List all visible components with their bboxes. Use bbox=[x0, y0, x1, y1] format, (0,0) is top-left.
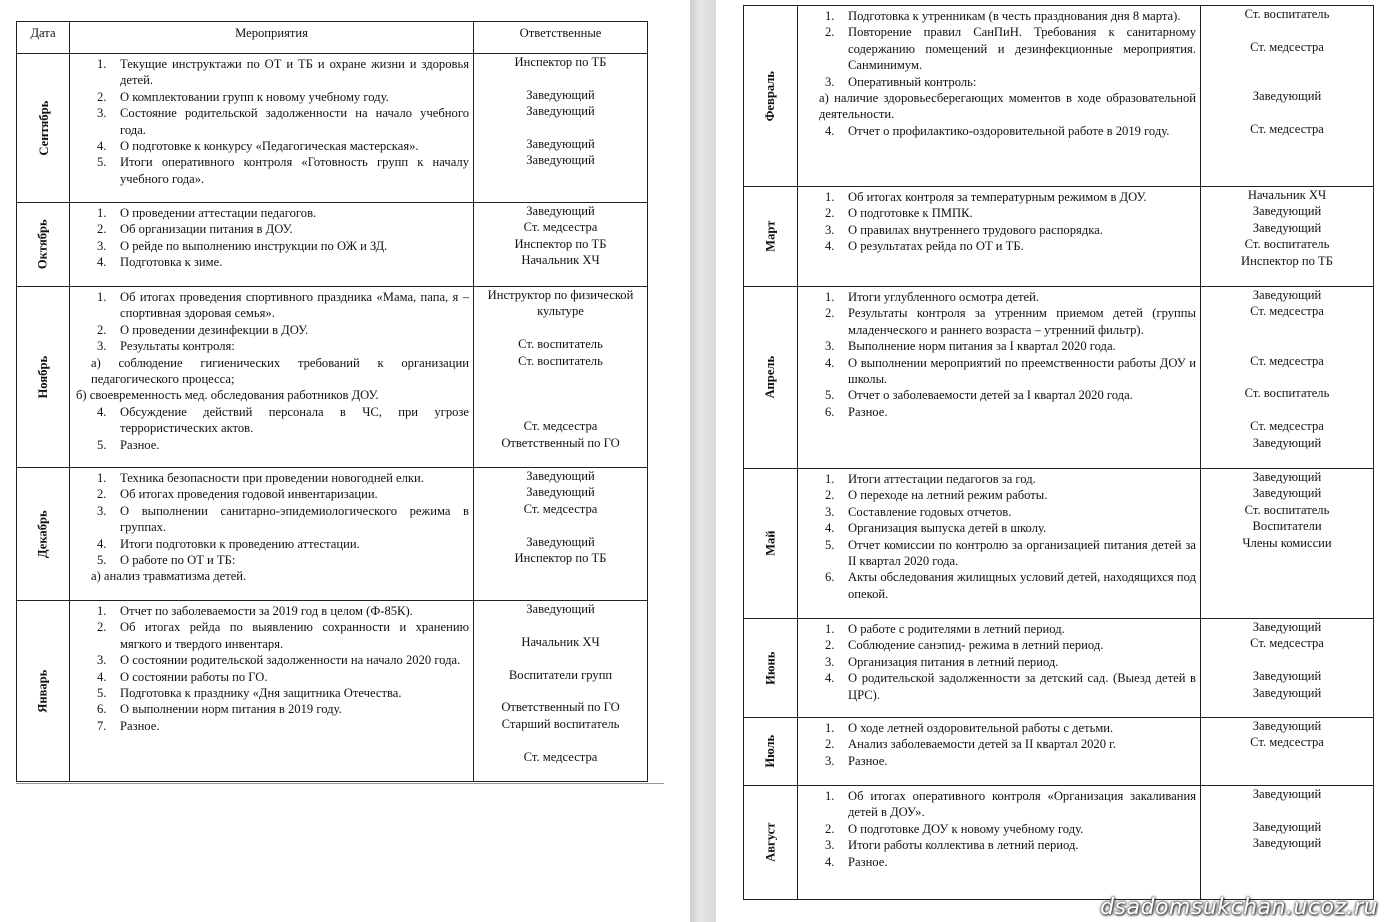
responsible-line: Ст. медсестра bbox=[1250, 121, 1324, 136]
event-item: Разное. bbox=[848, 404, 888, 419]
month-row bbox=[17, 54, 648, 203]
month-row bbox=[744, 718, 1374, 786]
responsible-line: Заведующий bbox=[526, 469, 595, 483]
month-label: Май bbox=[763, 530, 778, 557]
responsible-line: Ст. воспитатель bbox=[518, 353, 603, 368]
events-cell bbox=[798, 287, 1201, 469]
responsible-line: Заведующий bbox=[1252, 620, 1322, 634]
event-item: О рейде по выполнению инструкции по ОЖ и ЗД. bbox=[120, 238, 388, 253]
responsible-line: Воспитатели bbox=[1252, 519, 1322, 534]
responsible-line: Инспектор по ТБ bbox=[1241, 253, 1333, 268]
event-item: Обсуждение действий персонала в ЧС, при угрозе террористических актов. bbox=[120, 404, 469, 436]
month-label: Декабрь bbox=[35, 510, 50, 558]
responsible-line: Заведующий bbox=[1252, 204, 1322, 219]
month-row bbox=[744, 786, 1374, 900]
responsible-line: Инспектор по ТБ bbox=[514, 236, 607, 251]
event-item: О подготовке ДОУ к новому учебному году. bbox=[848, 821, 1084, 836]
responsible-line bbox=[1201, 802, 1373, 818]
responsible-line: Заведующий bbox=[526, 534, 595, 549]
month-cell bbox=[17, 601, 70, 782]
responsible-line: Ст. медсестра bbox=[523, 220, 598, 235]
event-item: Отчет о заболеваемости детей за I квартал 2020 года. bbox=[848, 388, 1133, 403]
responsible-line bbox=[1201, 652, 1373, 668]
page-gutter bbox=[690, 0, 716, 922]
responsible-line: Ст. воспитатель bbox=[1244, 237, 1330, 252]
event-item: Итоги подготовки к проведению аттестации. bbox=[120, 536, 360, 551]
events-cell bbox=[798, 6, 1201, 187]
responsible-cell bbox=[474, 468, 648, 601]
event-item: О комплектовании групп к новому учебному году. bbox=[120, 89, 389, 104]
event-item: Разное. bbox=[848, 753, 888, 768]
month-label: Январь bbox=[35, 669, 50, 713]
document-page-left bbox=[0, 0, 690, 922]
responsible-line: Воспитатели групп bbox=[508, 667, 613, 682]
responsible-cell bbox=[1201, 187, 1374, 287]
event-item: Об итогах рейда по выявлению сохранности и хранению мягкого и твердого инвентаря. bbox=[120, 620, 469, 651]
responsible-line: Ответственный по ГО bbox=[501, 700, 620, 715]
event-item: Составление годовых отчетов. bbox=[848, 504, 1012, 519]
month-row bbox=[744, 287, 1374, 469]
responsible-line: Заведующий bbox=[1252, 787, 1322, 801]
responsible-cell bbox=[474, 601, 648, 782]
month-row bbox=[744, 619, 1374, 718]
events-cell bbox=[798, 187, 1201, 287]
responsible-line bbox=[1201, 369, 1373, 385]
responsible-cell bbox=[1201, 786, 1374, 900]
responsible-line: Ответственный по ГО bbox=[501, 435, 620, 450]
month-label: Март bbox=[763, 220, 778, 253]
events-cell bbox=[798, 619, 1201, 718]
events-cell bbox=[70, 203, 474, 287]
responsible-line: Ст. медсестра bbox=[1250, 636, 1324, 651]
event-item: О выполнении норм питания в 2019 году. bbox=[120, 702, 342, 717]
header-date: Дата bbox=[17, 22, 70, 54]
responsible-line bbox=[474, 385, 647, 401]
responsible-cell bbox=[474, 287, 648, 468]
responsible-cell bbox=[474, 54, 648, 203]
responsible-line bbox=[474, 320, 647, 336]
events-cell bbox=[70, 601, 474, 782]
responsible-line bbox=[1201, 320, 1373, 336]
responsible-cell bbox=[1201, 619, 1374, 718]
responsible-line bbox=[474, 683, 647, 699]
responsible-line: Ст. воспитатель bbox=[1244, 502, 1330, 517]
responsible-line: Заведующий bbox=[1252, 819, 1322, 834]
month-cell bbox=[17, 54, 70, 203]
month-label: Июнь bbox=[763, 651, 778, 685]
events-cell bbox=[798, 469, 1201, 619]
responsible-line: Заведующий bbox=[1252, 836, 1322, 851]
events-cell bbox=[798, 718, 1201, 786]
event-item: Акты обследования жилищных условий детей, находящихся под опекой. bbox=[848, 570, 1196, 601]
events-cell bbox=[70, 287, 474, 468]
month-cell bbox=[744, 287, 798, 469]
page-divider bbox=[16, 783, 664, 784]
responsible-line: Начальник ХЧ bbox=[521, 634, 600, 649]
responsible-cell bbox=[1201, 469, 1374, 619]
header-events: Мероприятия bbox=[70, 22, 474, 54]
month-cell bbox=[744, 187, 798, 287]
event-item: О результатах рейда по ОТ и ТБ. bbox=[848, 239, 1024, 254]
responsible-line bbox=[1201, 402, 1373, 418]
event-item: Разное. bbox=[848, 854, 888, 869]
event-text: Результаты контроля: bbox=[120, 339, 235, 354]
event-item: Выполнение норм питания за I квартал 2020 года. bbox=[848, 339, 1116, 354]
event-item: О ходе летней оздоровительной работы с детьми. bbox=[848, 721, 1114, 735]
event-item: О подготовке к ПМПК. bbox=[848, 206, 973, 221]
event-item: Об итогах проведения спортивного праздника «Мама, папа, я – спортивная здоровая семья». bbox=[120, 290, 469, 321]
month-cell bbox=[744, 718, 798, 786]
responsible-line: Заведующий bbox=[1252, 719, 1322, 733]
responsible-line bbox=[474, 120, 647, 136]
responsible-line: Заведующий bbox=[1252, 669, 1322, 684]
event-item: О проведении аттестации педагогов. bbox=[120, 206, 317, 220]
month-label: Апрель bbox=[763, 356, 778, 399]
responsible-line: Инспектор по ТБ bbox=[514, 551, 607, 566]
event-item: Об итогах проведения годовой инвентаризации. bbox=[120, 487, 378, 502]
responsible-line: Ст. медсестра bbox=[523, 749, 598, 764]
event-item: О выполнении санитарно-эпидемиологического режима в группах. bbox=[120, 503, 469, 535]
month-label: Ноябрь bbox=[35, 355, 50, 399]
responsible-cell bbox=[1201, 6, 1374, 187]
responsible-cell bbox=[474, 203, 648, 287]
month-row bbox=[17, 203, 648, 287]
month-row bbox=[17, 601, 648, 782]
responsible-line bbox=[1201, 55, 1373, 71]
event-item: О состоянии родительской задолженности на начало 2020 года. bbox=[120, 653, 461, 668]
event-item: Результаты контроля за утренним приемом детей (группы младенческого и раннего возраста – утренний фильтр). bbox=[848, 306, 1196, 337]
responsible-line: Заведующий bbox=[526, 87, 595, 102]
header-responsible: Ответственные bbox=[474, 22, 648, 54]
responsible-line: Ст. воспитатель bbox=[1244, 7, 1330, 21]
event-item: Об итогах контроля за температурным режимом в ДОУ. bbox=[848, 190, 1147, 204]
site-watermark: dsadomsukchan.ucoz.ru bbox=[1100, 895, 1378, 920]
event-item: Повторение правил СанПиН. Требования к санитарному содержанию помещений и дезинфекционные мероприятия. Санминимум. bbox=[848, 25, 1196, 73]
event-item: Итоги работы коллектива в летний период. bbox=[848, 838, 1079, 853]
event-item: Подготовка к празднику «Дня защитника Отечества. bbox=[120, 686, 402, 701]
event-item: Состояние родительской задолженности на начало учебного года. bbox=[120, 106, 469, 137]
plan-table-right bbox=[743, 5, 1374, 900]
responsible-line bbox=[1201, 336, 1373, 352]
month-row bbox=[17, 287, 648, 468]
month-label: Июль bbox=[763, 735, 778, 768]
events-cell bbox=[70, 468, 474, 601]
responsible-line: Ст. медсестра bbox=[523, 501, 598, 516]
event-text: Оперативный контроль: bbox=[848, 74, 977, 89]
event-item: Текущие инструктажи по ОТ и ТБ и охране жизни и здоровья детей. bbox=[120, 57, 469, 88]
event-item: Об организации питания в ДОУ. bbox=[120, 222, 293, 237]
event-subitem: б) своевременность мед. обследования работников ДОУ. bbox=[76, 388, 379, 403]
responsible-line: Ст. медсестра bbox=[1250, 419, 1324, 434]
responsible-line bbox=[474, 650, 647, 666]
responsible-line: Ст. медсестра bbox=[1250, 39, 1324, 54]
month-cell bbox=[17, 468, 70, 601]
event-item: Разное. bbox=[120, 718, 160, 733]
event-item: Отчет о профилактико-оздоровительной работе в 2019 году. bbox=[848, 123, 1170, 138]
responsible-line: Члены комиссии bbox=[1242, 535, 1332, 550]
responsible-line: Заведующий bbox=[1252, 288, 1322, 302]
responsible-line bbox=[1201, 22, 1373, 38]
month-cell bbox=[744, 469, 798, 619]
responsible-line: Заведующий bbox=[526, 204, 595, 218]
responsible-line: Ст. воспитатель bbox=[518, 337, 603, 352]
event-item: Отчет комиссии по контролю за организацией питания детей за II квартал 2020 года. bbox=[848, 537, 1196, 569]
responsible-line bbox=[1201, 72, 1373, 88]
responsible-line: Ст. медсестра bbox=[1250, 353, 1324, 368]
event-item: Итоги углубленного осмотра детей. bbox=[848, 290, 1040, 304]
event-item bbox=[70, 552, 469, 585]
responsible-line bbox=[474, 732, 647, 748]
responsible-line: Инспектор по ТБ bbox=[514, 55, 607, 69]
responsible-line: Заведующий bbox=[1252, 470, 1322, 484]
event-item: О правилах внутреннего трудового распорядка. bbox=[848, 222, 1103, 237]
responsible-line bbox=[1201, 104, 1373, 120]
event-item: Техника безопасности при проведении новогодней елки. bbox=[120, 471, 424, 485]
responsible-line: Заведующий bbox=[526, 153, 595, 168]
event-item: Организация питания в летний период. bbox=[848, 654, 1059, 669]
month-cell bbox=[744, 619, 798, 718]
responsible-line: Заведующий bbox=[526, 137, 595, 151]
responsible-line bbox=[474, 70, 647, 86]
event-item: О родительской задолженности за детский сад. (Выезд детей в ЦРС). bbox=[848, 671, 1196, 702]
responsible-line: Старший воспитатель bbox=[501, 716, 620, 731]
event-item: Анализ заболеваемости детей за II квартал 2020 г. bbox=[848, 737, 1117, 752]
responsible-line: Заведующий bbox=[1252, 435, 1322, 450]
event-item: О переходе на летний режим работы. bbox=[848, 488, 1048, 503]
responsible-line: Заведующий bbox=[1252, 88, 1322, 103]
responsible-line: Начальник ХЧ bbox=[521, 253, 600, 268]
month-cell bbox=[744, 6, 798, 187]
event-subitem: а) наличие здоровьесберегающих моментов в ходе образовательной деятельности. bbox=[819, 91, 1196, 122]
event-item: Разное. bbox=[120, 437, 160, 452]
responsible-line: Заведующий bbox=[1252, 486, 1322, 501]
event-item: Отчет по заболеваемости за 2019 год в целом (Ф-85К). bbox=[120, 604, 413, 618]
event-subitem: а) соблюдение гигиенических требований к организации педагогического процесса; bbox=[91, 355, 469, 387]
responsible-line: Инструктор по физической культуре bbox=[487, 288, 634, 319]
event-text: О работе по ОТ и ТБ: bbox=[120, 553, 236, 568]
responsible-line bbox=[474, 517, 647, 533]
responsible-line: Заведующий bbox=[1252, 685, 1322, 700]
event-item: Соблюдение санэпид- режима в летний период. bbox=[848, 638, 1104, 653]
event-item bbox=[798, 74, 1196, 123]
event-item: Об итогах оперативного контроля «Организация закаливания детей в ДОУ». bbox=[848, 789, 1196, 820]
responsible-line: Начальник ХЧ bbox=[1247, 188, 1327, 202]
event-item: Итоги оперативного контроля «Готовность групп к началу учебного года». bbox=[120, 155, 469, 186]
event-item: О подготовке к конкурсу «Педагогическая мастерская». bbox=[120, 139, 419, 154]
events-cell bbox=[70, 54, 474, 203]
month-cell bbox=[744, 786, 798, 900]
month-row bbox=[744, 469, 1374, 619]
month-label: Февраль bbox=[763, 70, 778, 122]
month-cell bbox=[17, 203, 70, 287]
month-row bbox=[744, 187, 1374, 287]
responsible-line: Заведующий bbox=[526, 602, 595, 616]
responsible-line: Ст. медсестра bbox=[523, 419, 598, 434]
responsible-line: Заведующий bbox=[526, 485, 595, 500]
responsible-line bbox=[474, 617, 647, 633]
responsible-cell bbox=[1201, 287, 1374, 469]
event-item: О состоянии работы по ГО. bbox=[120, 669, 268, 684]
responsible-line: Заведующий bbox=[526, 104, 595, 119]
month-row bbox=[17, 468, 648, 601]
month-cell bbox=[17, 287, 70, 468]
responsible-cell bbox=[1201, 718, 1374, 786]
month-label: Октябрь bbox=[35, 219, 50, 270]
plan-table-left bbox=[16, 21, 648, 782]
month-row bbox=[744, 6, 1374, 187]
document-page-right bbox=[716, 0, 1390, 922]
event-item bbox=[70, 338, 469, 404]
event-item: Подготовка к утренникам (в честь празднования дня 8 марта). bbox=[848, 9, 1181, 23]
month-label: Сентябрь bbox=[37, 100, 52, 156]
responsible-line bbox=[474, 402, 647, 418]
table-header-row bbox=[17, 22, 648, 54]
event-item: О работе с родителями в летний период. bbox=[848, 622, 1065, 636]
responsible-line: Ст. воспитатель bbox=[1244, 386, 1330, 401]
event-item: Подготовка к зиме. bbox=[120, 255, 223, 270]
event-subitem: а) анализ травматизма детей. bbox=[91, 569, 247, 584]
event-item: Итоги аттестации педагогов за год. bbox=[848, 472, 1036, 486]
events-cell bbox=[798, 786, 1201, 900]
event-item: О проведении дезинфекции в ДОУ. bbox=[120, 322, 309, 337]
event-item: Организация выпуска детей в школу. bbox=[848, 521, 1047, 536]
month-label: Август bbox=[763, 822, 778, 863]
event-item: О выполнении мероприятий по преемственности работы ДОУ и школы. bbox=[848, 355, 1196, 387]
responsible-line: Ст. медсестра bbox=[1250, 304, 1324, 319]
responsible-line: Заведующий bbox=[1252, 220, 1322, 235]
responsible-line: Ст. медсестра bbox=[1250, 735, 1324, 750]
responsible-line bbox=[474, 369, 647, 385]
